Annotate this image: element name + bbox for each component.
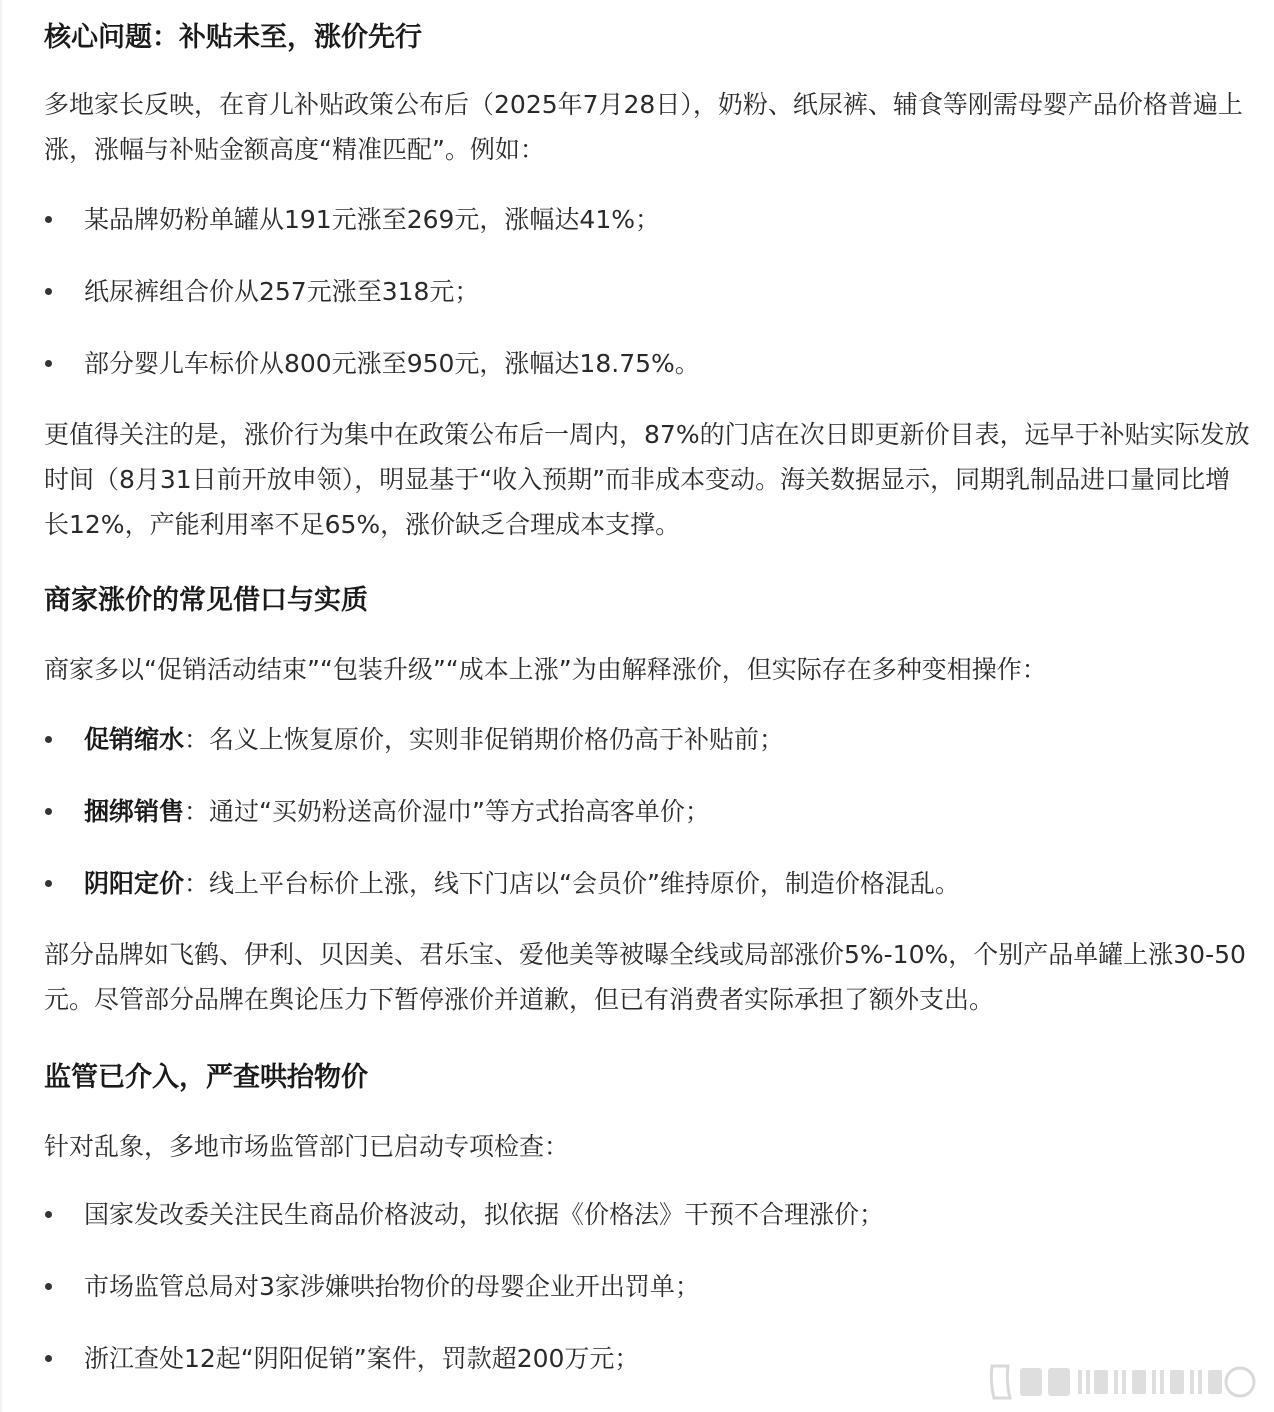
list-item [44, 1267, 1254, 1307]
list-item [44, 720, 1254, 760]
list-item-text: 纸尿裤组合价从257元涨至318元； [84, 277, 480, 306]
paragraph-analysis: 更值得关注的是，涨价行为集中在政策公布后一周内，87%的门店在次日即更新价目表，远早于补贴实际发放时间（8月31日前开放申领），明显基于“收入预期”而非成本变动。海关数据显示，同期乳制品进口量同比增长12%，产能利用率不足65%，涨价缺乏合理成本支撑。 [44, 420, 1250, 539]
list-item [44, 200, 1254, 240]
list-item-text: ：线上平台标价上涨，线下门店以“会员价”维持原价，制造价格混乱。 [184, 869, 960, 898]
paragraph-excuses-intro: 商家多以“促销活动结束”“包装升级”“成本上涨”为由解释涨价，但实际存在多种变相操作： [44, 655, 1047, 684]
bullet-icon [45, 360, 52, 367]
bullet-icon [45, 288, 52, 295]
list-item-text: ：通过“买奶粉送高价湿巾”等方式抬高客单价； [184, 797, 710, 826]
bullet-icon [45, 1211, 52, 1218]
bullet-icon [45, 736, 52, 743]
bullet-icon [45, 880, 52, 887]
list-item [44, 344, 1254, 384]
left-border [0, 0, 2, 1412]
list-item [44, 864, 1254, 904]
list-item [44, 1195, 1254, 1235]
regulation-list [44, 1195, 1254, 1379]
list-item-text: 浙江查处12起“阴阳促销”案件，罚款超200万元； [84, 1344, 640, 1373]
paragraph-brands: 部分品牌如飞鹤、伊利、贝因美、君乐宝、爱他美等被曝全线或局部涨价5%-10%，个别产品单罐上涨30-50元。尽管部分品牌在舆论压力下暂停涨价并道歉，但已有消费者实际承担了额外支出。 [44, 940, 1246, 1014]
price-list [44, 200, 1254, 384]
section-title-regulation: 监管已介入，严查哄抬物价 [44, 1062, 368, 1093]
bullet-icon [45, 216, 52, 223]
bullet-icon [45, 1283, 52, 1290]
list-item [44, 792, 1254, 832]
paragraph-regulation-intro: 针对乱象，多地市场监管部门已启动专项检查： [44, 1132, 570, 1161]
list-item-text: 国家发改委关注民生商品价格波动，拟依据《价格法》干预不合理涨价； [84, 1200, 885, 1229]
list-item-term: 阴阳定价 [84, 869, 185, 898]
list-item-term: 促销缩水 [84, 725, 185, 754]
bullet-icon [45, 808, 52, 815]
bullet-icon [45, 1355, 52, 1362]
list-item-text: 市场监管总局对3家涉嫌哄抬物价的母婴企业开出罚单； [84, 1272, 700, 1301]
list-item-text: 部分婴儿车标价从800元涨至950元，涨幅达18.75%。 [84, 349, 700, 378]
section-title-excuses: 商家涨价的常见借口与实质 [44, 585, 368, 616]
paragraph-intro: 多地家长反映，在育儿补贴政策公布后（2025年7月28日），奶粉、纸尿裤、辅食等刚需母婴产品价格普遍上涨，涨幅与补贴金额高度“精准匹配”。例如： [44, 90, 1243, 164]
weibo-watermark-icon [986, 1358, 1258, 1404]
list-item-term: 捆绑销售 [84, 797, 185, 826]
tactics-list [44, 720, 1254, 904]
list-item-text: 某品牌奶粉单罐从191元涨至269元，涨幅达41%； [84, 205, 661, 234]
list-item-text: ：名义上恢复原价，实则非促销期价格仍高于补贴前； [184, 725, 785, 754]
list-item [44, 272, 1254, 312]
article-body [44, 0, 1254, 1379]
section-title-core-issue: 核心问题：补贴未至，涨价先行 [44, 22, 422, 53]
